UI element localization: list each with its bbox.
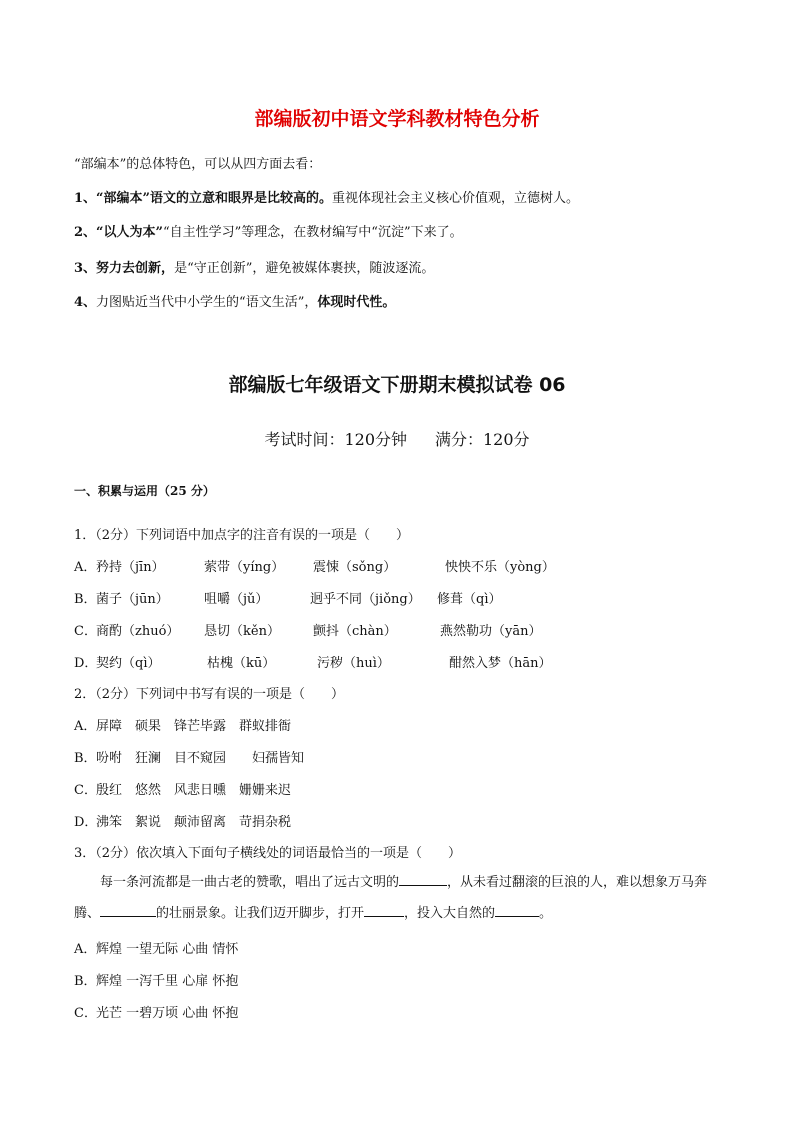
- option-item: 污秽（huì）: [317, 656, 390, 671]
- exam-title: 部编版七年级语文下册期末模拟试卷 06: [228, 374, 566, 396]
- analysis-point-2: [74, 221, 463, 240]
- point-bold: “以人为本”: [96, 225, 164, 240]
- question-3-passage: [74, 867, 724, 929]
- fill-blank: [399, 873, 447, 886]
- option-text: 沸笨 絮说 颠沛留离 苛捐杂税: [96, 815, 292, 830]
- fill-blank: [495, 904, 539, 917]
- analysis-title: 部编版初中语文学科教材特色分析: [254, 108, 540, 130]
- passage-segment: ，投入大自然的: [404, 906, 496, 921]
- analysis-point-1: [74, 187, 579, 206]
- option-item: 菌子（jūn）: [96, 592, 169, 607]
- option-label: C．: [74, 624, 97, 639]
- option-label: D．: [74, 656, 98, 671]
- section-heading: 一、积累与运用（25 分）: [74, 484, 215, 498]
- fill-blank: [100, 904, 156, 917]
- question-1-stem: 1．（2分）下列词语中加点字的注音有误的一项是（ ）: [74, 528, 410, 543]
- option-item: 震悚（sǒng）: [313, 560, 397, 575]
- option-label: B．: [74, 592, 97, 607]
- option-label: C．: [74, 783, 97, 798]
- option-item: 契约（qì）: [96, 656, 161, 671]
- option-label: A．: [74, 560, 97, 575]
- option-item: 商酌（zhuó）: [96, 624, 180, 639]
- point-rest: “自主性学习”等理念，在教材编写中“沉淀”下来了。: [163, 225, 463, 240]
- option-label: D．: [74, 815, 98, 830]
- question-3-stem: 3．（2分）依次填入下面句子横线处的词语最恰当的一项是（ ）: [74, 846, 462, 861]
- passage-segment: 的壮丽景象。让我们迈开脚步，打开: [156, 906, 365, 921]
- point-num: 2、: [74, 225, 97, 240]
- option-text: 吩咐 狂澜 目不窥园 妇孺皆知: [96, 751, 305, 766]
- point-bold: “部编本”语文的立意和眼界是比较高的。: [96, 191, 333, 206]
- point-num: 1、: [74, 191, 97, 206]
- option-item: 燕然勒功（yān）: [440, 624, 542, 639]
- option-label: C．: [74, 1006, 97, 1021]
- option-label: B．: [74, 751, 97, 766]
- option-text: 殷红 悠然 风悲日曛 姗姗来迟: [96, 783, 292, 798]
- option-item: 怏怏不乐（yòng）: [445, 560, 555, 575]
- option-text: 光芒 一碧万顷 心曲 怀抱: [96, 1006, 239, 1021]
- option-label: A．: [74, 719, 97, 734]
- option-label: B．: [74, 974, 97, 989]
- analysis-point-3: [74, 257, 434, 276]
- option-item: 矜持（jīn）: [96, 560, 165, 575]
- passage-segment: 每一条河流都是一曲古老的赞歌，唱出了远古文明的: [100, 875, 400, 890]
- point-num: 4、: [74, 295, 97, 310]
- exam-score: 满分：120分: [435, 430, 530, 449]
- exam-meta: [0, 427, 794, 450]
- option-item: 萦带（yíng）: [204, 560, 285, 575]
- fill-blank: [364, 904, 404, 917]
- option-text: 辉煌 一泻千里 心扉 怀抱: [96, 974, 239, 989]
- point-pre: 力图贴近当代中小学生的“语文生活”，: [96, 295, 318, 310]
- option-text: 屏障 硕果 锋芒毕露 群蚁排衙: [96, 719, 292, 734]
- analysis-intro: “部编本”的总体特色，可以从四方面去看：: [74, 157, 322, 172]
- analysis-point-4: [74, 291, 395, 310]
- option-item: 修葺（qì）: [437, 592, 502, 607]
- option-item: 咀嚼（jǔ）: [204, 592, 269, 607]
- question-2-stem: 2．（2分）下列词中书写有误的一项是（ ）: [74, 687, 345, 702]
- passage-segment: ，从未看过翻滚的巨浪的人，难以想象万马奔腾、: [74, 875, 708, 921]
- option-label: A．: [74, 942, 97, 957]
- option-item: 枯槐（kū）: [207, 656, 276, 671]
- passage-segment: 。: [539, 906, 553, 921]
- option-item: 颤抖（chàn）: [313, 624, 397, 639]
- option-text: 辉煌 一望无际 心曲 情怀: [96, 942, 239, 957]
- point-rest: 是“守正创新”，避免被媒体裹挟，随波逐流。: [174, 261, 435, 276]
- option-item: 恳切（kěn）: [204, 624, 280, 639]
- option-item: 酣然入梦（hān）: [449, 656, 552, 671]
- point-rest: 重视体现社会主义核心价值观，立德树人。: [332, 191, 580, 206]
- exam-time: 考试时间：120分钟: [264, 430, 407, 449]
- point-bold: 努力去创新，: [96, 261, 175, 276]
- point-bold: 体现时代性。: [317, 295, 396, 310]
- option-item: 迥乎不同（jiǒng）: [310, 592, 421, 607]
- point-num: 3、: [74, 261, 97, 276]
